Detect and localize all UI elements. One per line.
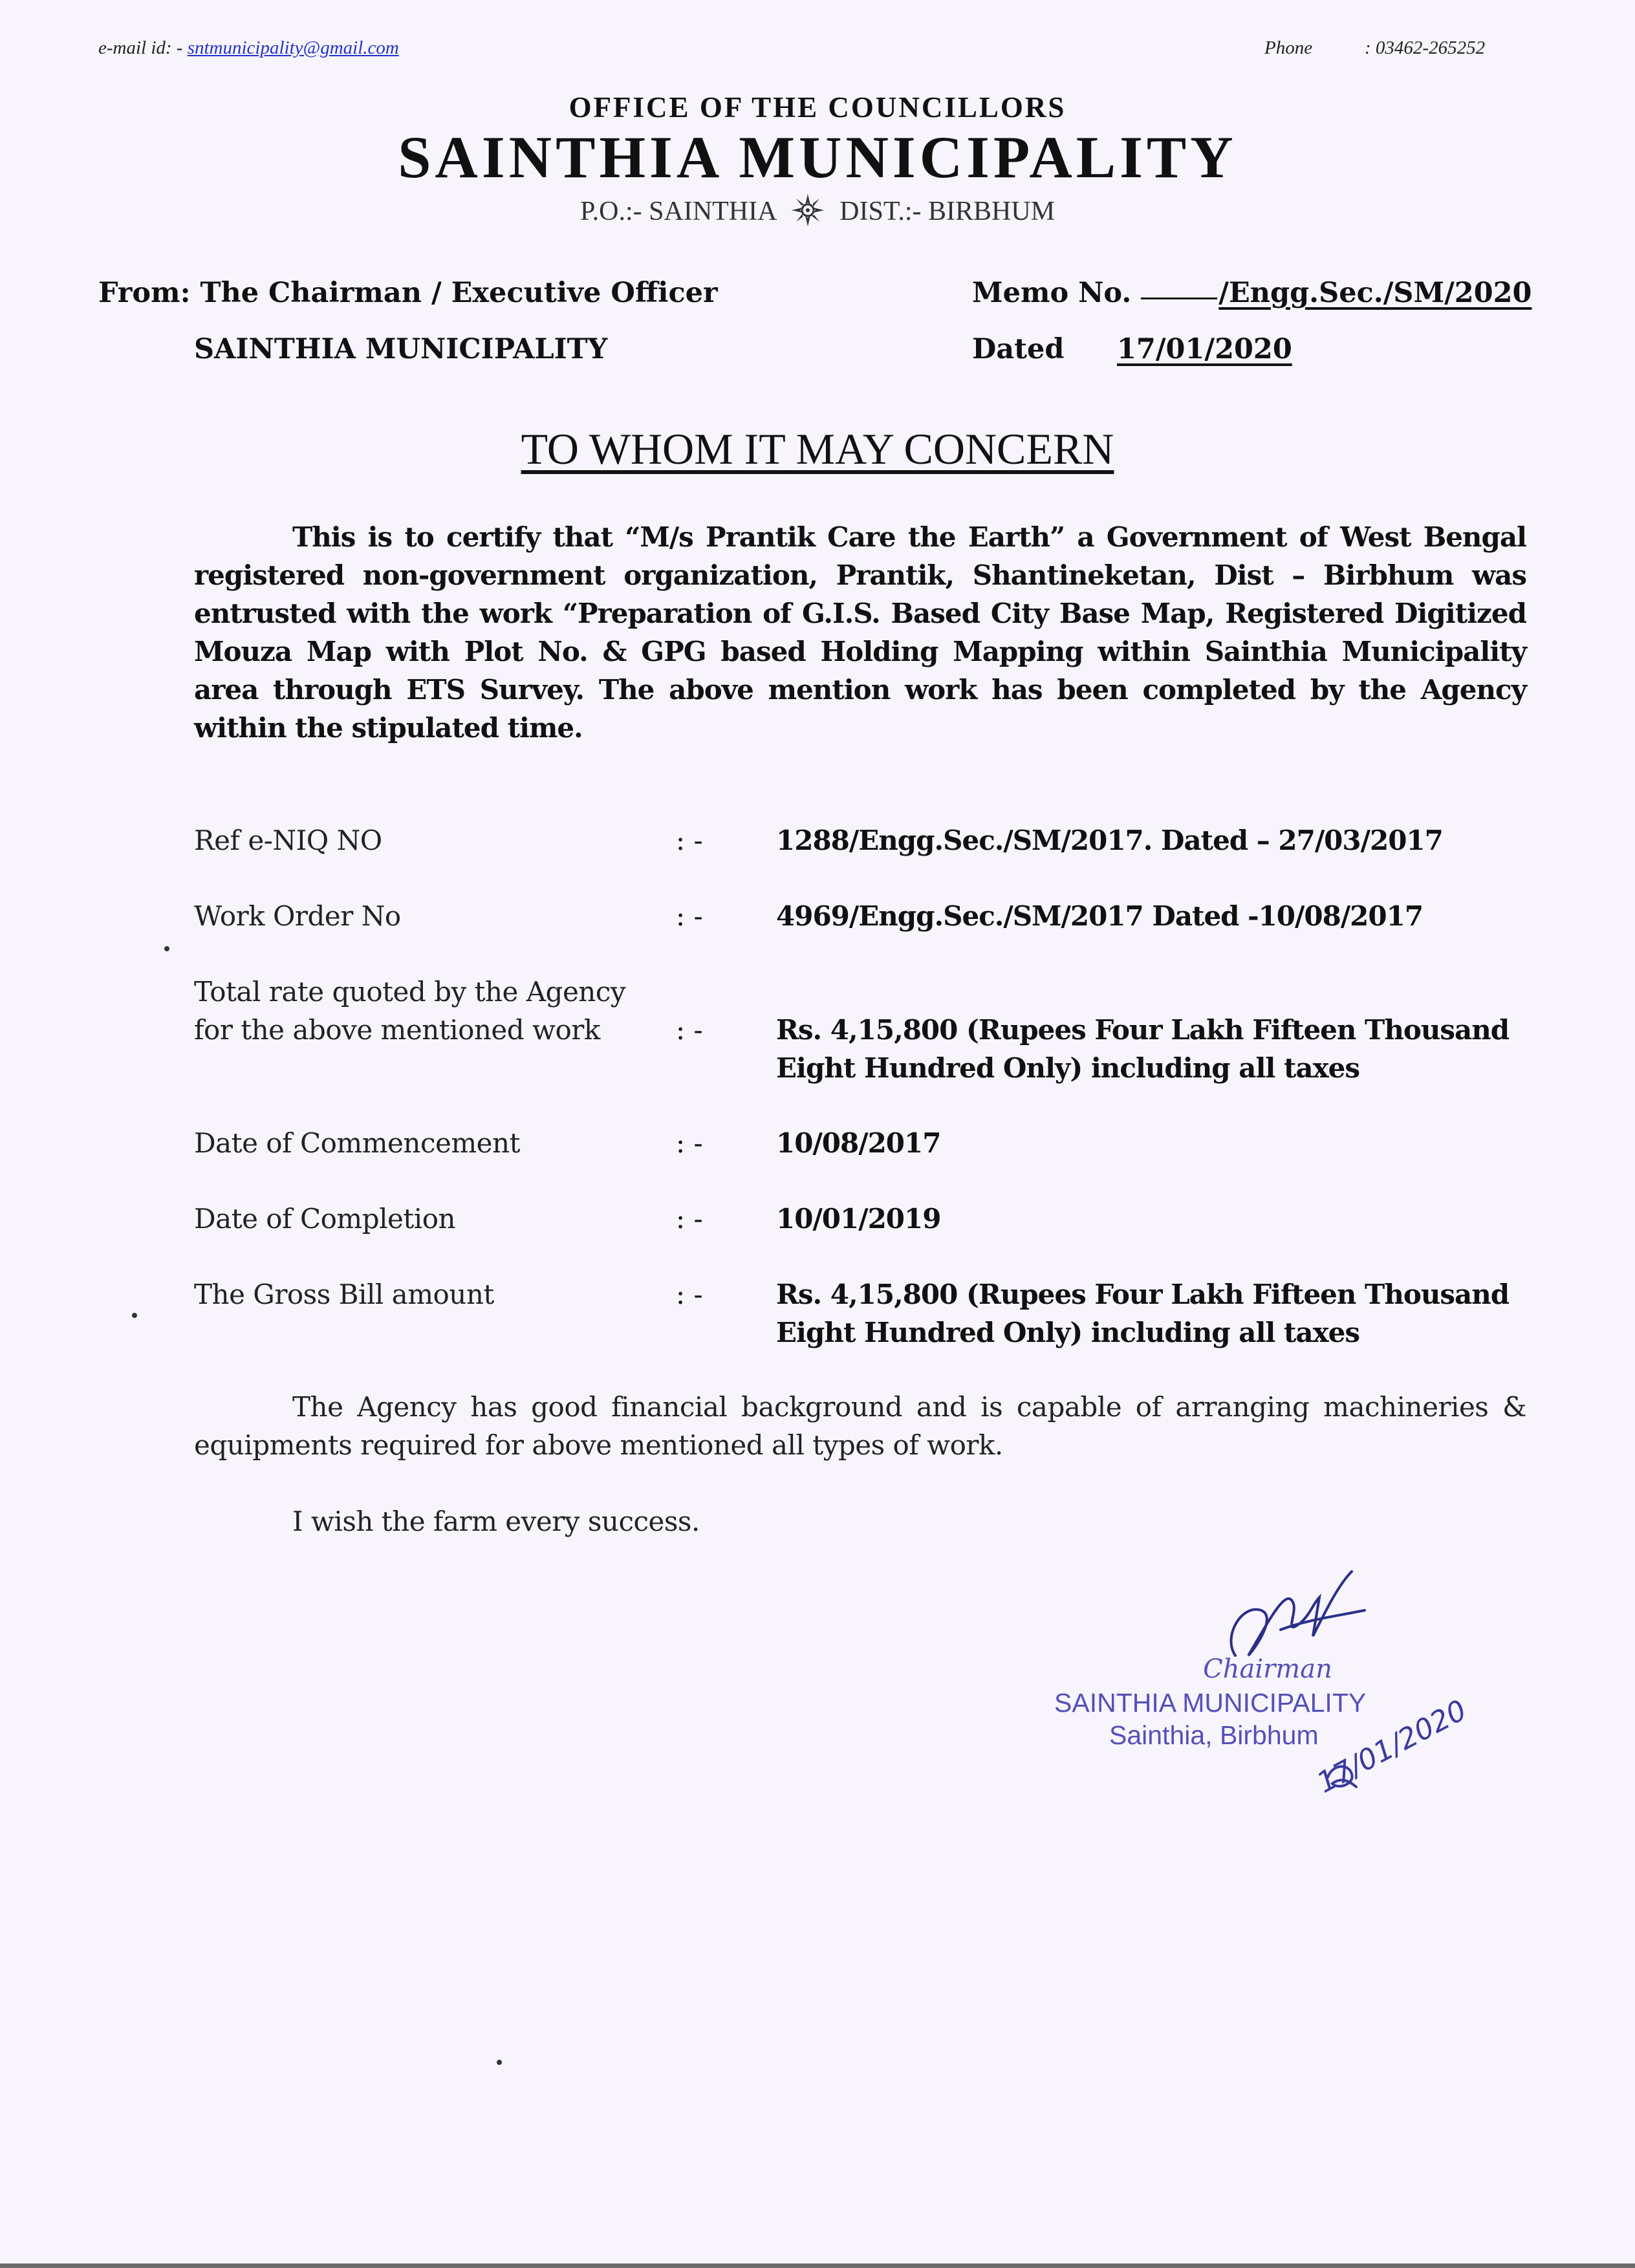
detail-value-commencement: 10/08/2017: [776, 1127, 941, 1159]
email-link[interactable]: sntmunicipality@gmail.com: [187, 38, 399, 58]
address-line: [0, 193, 1635, 235]
detail-label-commencement: Date of Commencement: [194, 1127, 520, 1159]
subject-heading: TO WHOM IT MAY CONCERN: [521, 424, 1114, 473]
detail-value-gross-bill: Rs. 4,15,800 (Rupees Four Lakh Fifteen Thousand Eight Hundred Only) including all taxes: [776, 1279, 1510, 1348]
signature-image: [1216, 1559, 1371, 1669]
detail-value-ref: 1288/Engg.Sec./SM/2017. Dated – 27/03/2017: [776, 825, 1443, 856]
closing-wish: I wish the farm every success.: [292, 1506, 700, 1537]
dist-text: DIST.:- BIRBHUM: [839, 197, 1056, 227]
dated-label: Dated: [972, 333, 1065, 365]
detail-separator: : -: [676, 1279, 703, 1310]
memo-label: Memo No.: [972, 277, 1132, 309]
detail-label-gross-bill: The Gross Bill amount: [194, 1279, 494, 1310]
stamp-org: SAINTHIA MUNICIPALITY: [1054, 1688, 1367, 1718]
detail-label-rate: Total rate quoted by the Agency for the above mentioned work: [194, 976, 626, 1046]
closing-paragraph: The Agency has good financial background and is capable of arranging machineries & equipments required for above mentioned all types of work.: [194, 1391, 1526, 1461]
memo-blank: [1141, 297, 1217, 299]
stamp-place: Sainthia, Birbhum: [1109, 1720, 1319, 1750]
from-org: SAINTHIA MUNICIPALITY: [194, 333, 608, 365]
detail-value-work-order: 4969/Engg.Sec./SM/2017 Dated -10/08/2017: [776, 900, 1424, 932]
detail-separator: : -: [676, 900, 703, 932]
memo-value: /Engg.Sec./SM/2020: [1218, 277, 1532, 309]
detail-label-work-order: Work Order No: [194, 900, 401, 932]
memo-number: [972, 277, 1532, 309]
handwritten-date: 17/01/2020: [1312, 1693, 1472, 1800]
dated-value: 17/01/2020: [1117, 333, 1292, 365]
email-label: e-mail id: -: [98, 38, 183, 58]
detail-value-completion: 10/01/2019: [776, 1203, 941, 1235]
detail-label-completion: Date of Completion: [194, 1203, 456, 1235]
stamp-title: Chairman: [1203, 1654, 1332, 1684]
scan-speck: [497, 2060, 502, 2065]
emblem-icon: [790, 193, 825, 235]
po-text: P.O.:- SAINTHIA: [579, 197, 776, 227]
municipality-title: SAINTHIA MUNICIPALITY: [398, 124, 1237, 190]
detail-separator: : -: [676, 1203, 703, 1235]
detail-separator: : -: [676, 1127, 703, 1159]
detail-separator: : -: [676, 825, 703, 856]
scan-speck: [132, 1313, 137, 1318]
scan-border: [0, 2263, 1635, 2268]
office-heading: OFFICE OF THE COUNCILLORS: [568, 91, 1067, 124]
detail-value-rate: Rs. 4,15,800 (Rupees Four Lakh Fifteen Thousand Eight Hundred Only) including all taxes: [776, 1014, 1510, 1084]
email-line: [98, 38, 399, 59]
detail-label-ref: Ref e-NIQ NO: [194, 825, 382, 856]
scan-speck: [164, 946, 169, 951]
phone-number: : 03462-265252: [1365, 38, 1486, 58]
phone-label: Phone: [1264, 38, 1313, 58]
from-line: From: The Chairman / Executive Officer: [98, 277, 718, 309]
initial-mark-icon: [1323, 1758, 1361, 1797]
certificate-paragraph: This is to certify that “M/s Prantik Care the Earth” a Government of West Bengal registered non-government organization, Prantik, Shantineketan, Dist – Birbhum was entrusted with the work “Preparation of G.I.S. Based City Base Map, Registered Digitized Mouza Map with Plot No. & GPG based Holding Mapping within Sainthia Municipality area through ETS Survey. The above mention work has been completed by the Agency within the stipulated time.: [194, 521, 1526, 744]
detail-separator: : -: [676, 1014, 703, 1046]
